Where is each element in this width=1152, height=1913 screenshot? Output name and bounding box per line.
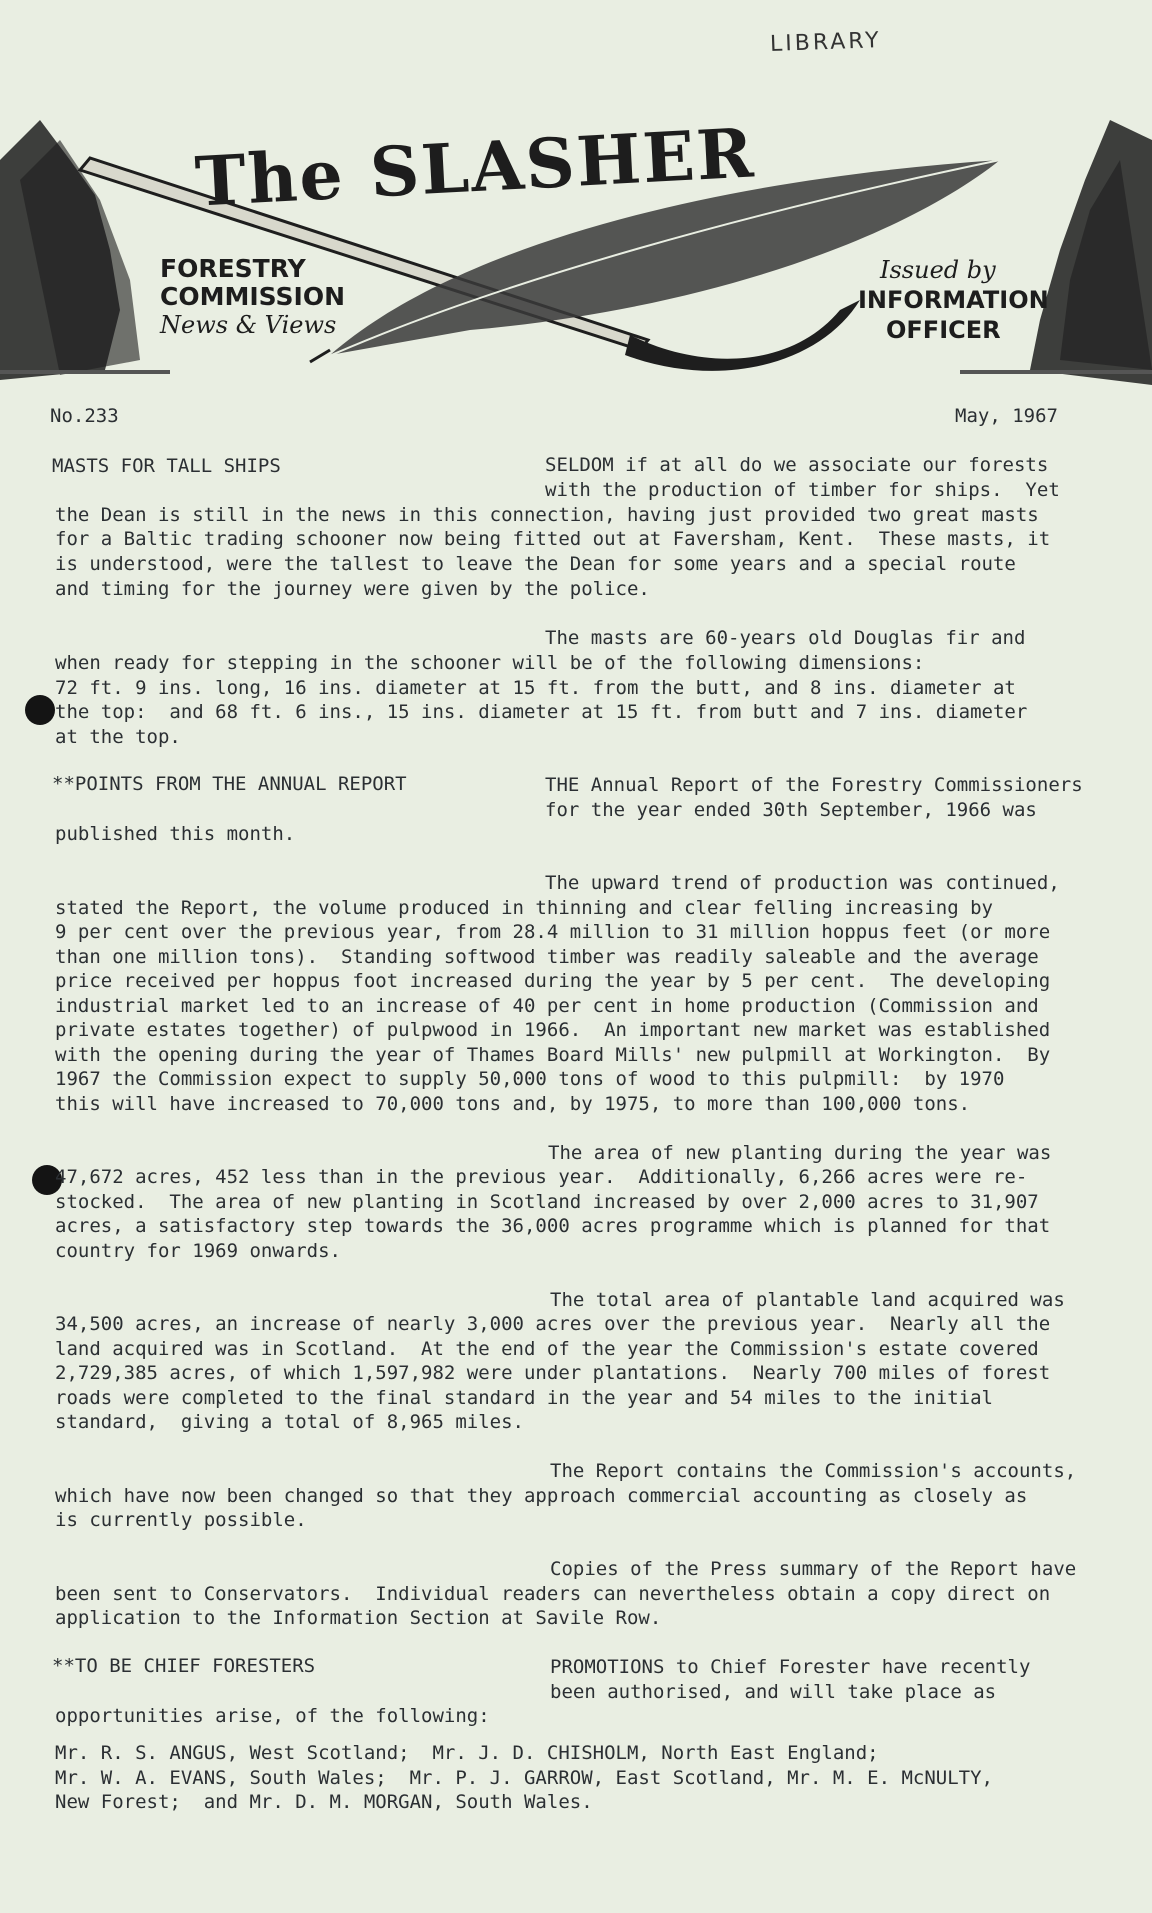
masts-line: 72 ft. 9 ins. long, 16 ins. diameter at 15 ft. from the butt, and 8 ins. diameter at [55, 677, 1016, 699]
section-heading-masts: MASTS FOR TALL SHIPS [52, 455, 281, 477]
report-line: roads were completed to the final standard in the year and 54 miles to the initial [55, 1387, 993, 1409]
masts-line: the top: and 68 ft. 6 ins., 15 ins. diameter at 15 ft. from butt and 7 ins. diameter [55, 701, 1028, 723]
report-line: application to the Information Section at Savile Row. [55, 1607, 662, 1629]
report-line: The area of new planting during the year was [548, 1142, 1052, 1164]
masts-line: the Dean is still in the news in this connection, having just provided two great masts [55, 504, 1039, 526]
library-stamp: LIBRARY [769, 28, 883, 57]
report-line: stocked. The area of new planting in Scotland increased by over 2,000 acres to 31,907 [55, 1191, 1039, 1213]
report-line: is currently possible. [55, 1509, 307, 1531]
report-line: 47,672 acres, 452 less than in the previous year. Additionally, 6,266 acres were re- [55, 1166, 1028, 1188]
report-line: this will have increased to 70,000 tons and, by 1975, to more than 100,000 tons. [55, 1093, 971, 1115]
masts-line: and timing for the journey were given by the police. [55, 578, 650, 600]
masts-line: is understood, were the tallest to leave the Dean for some years and a special route [55, 553, 1016, 575]
report-line: published this month. [55, 823, 296, 845]
report-line: land acquired was in Scotland. At the end of the year the Commission's estate covered [55, 1338, 1039, 1360]
publisher-line-1: FORESTRY [160, 254, 306, 283]
report-line: country for 1969 onwards. [55, 1240, 341, 1262]
chief-line: Mr. W. A. EVANS, South Wales; Mr. P. J. GARROW, East Scotland, Mr. M. E. McNULTY, [55, 1767, 993, 1789]
report-line: industrial market led to an increase of 40 per cent in home production (Commission and [55, 995, 1039, 1017]
chief-line: PROMOTIONS to Chief Forester have recently [550, 1656, 1031, 1678]
report-line: 1967 the Commission expect to supply 50,000 tons of wood to this pulpmill: by 1970 [55, 1068, 1005, 1090]
report-line: for the year ended 30th September, 1966 was [545, 799, 1037, 821]
report-line: standard, giving a total of 8,965 miles. [55, 1411, 524, 1433]
section-heading-chief-foresters: **TO BE CHIEF FORESTERS [52, 1655, 316, 1677]
report-line: than one million tons). Standing softwood timber was readily saleable and the average [55, 946, 1039, 968]
report-line: The Report contains the Commission's accounts, [550, 1460, 1077, 1482]
report-line: 9 per cent over the previous year, from 28.4 million to 31 million hoppus feet (or more [55, 921, 1051, 943]
masts-line: at the top. [55, 726, 181, 748]
issue-date: May, 1967 [955, 405, 1058, 427]
publisher-line-2: COMMISSION [160, 282, 346, 311]
chief-line: been authorised, and will take place as [550, 1681, 997, 1703]
report-line: Copies of the Press summary of the Report have [550, 1558, 1077, 1580]
masthead-title: The SLASHER [193, 113, 758, 223]
report-line: price received per hoppus foot increased during the year by 5 per cent. The developing [55, 970, 1051, 992]
chief-line: opportunities arise, of the following: [55, 1705, 490, 1727]
report-line: been sent to Conservators. Individual readers can nevertheless obtain a copy direct on [55, 1583, 1051, 1605]
masthead-issuer [858, 255, 1049, 345]
masts-line: The masts are 60-years old Douglas fir and [545, 627, 1026, 649]
report-line: which have now been changed so that they approach commercial accounting as closely as [55, 1485, 1028, 1507]
report-line: The upward trend of production was continued, [545, 872, 1060, 894]
masts-line: for a Baltic trading schooner now being fitted out at Faversham, Kent. These masts, it [55, 528, 1051, 550]
report-line: acres, a satisfactory step towards the 36,000 acres programme which is planned for that [55, 1215, 1051, 1237]
report-line: with the opening during the year of Thames Board Mills' new pulpmill at Workington. By [55, 1044, 1051, 1066]
report-line: THE Annual Report of the Forestry Commissioners [545, 774, 1083, 796]
punch-hole-mark [25, 695, 55, 725]
issue-number: No.233 [50, 405, 119, 427]
masts-line: SELDOM if at all do we associate our forests [545, 454, 1049, 476]
issuer-line-2: INFORMATION [858, 286, 1049, 314]
publisher-line-3: News & Views [160, 311, 337, 339]
section-heading-report: **POINTS FROM THE ANNUAL REPORT [52, 773, 407, 795]
masts-line: when ready for stepping in the schooner will be of the following dimensions: [55, 652, 925, 674]
right-trees-illustration [960, 120, 1152, 385]
chief-line: New Forest; and Mr. D. M. MORGAN, South Wales. [55, 1791, 593, 1813]
masts-line: with the production of timber for ships. Yet [545, 479, 1060, 501]
report-line: 34,500 acres, an increase of nearly 3,000 acres over the previous year. Nearly all the [55, 1313, 1051, 1335]
left-trees-illustration [0, 120, 170, 380]
chief-line: Mr. R. S. ANGUS, West Scotland; Mr. J. D. CHISHOLM, North East England; [55, 1742, 879, 1764]
issuer-line-1: Issued by [880, 256, 996, 284]
masthead-publisher [160, 255, 345, 339]
report-line: private estates together) of pulpwood in 1966. An important new market was established [55, 1019, 1051, 1041]
masthead [0, 100, 1152, 395]
report-line: The total area of plantable land acquired was [550, 1289, 1065, 1311]
report-line: 2,729,385 acres, of which 1,597,982 were under plantations. Nearly 700 miles of forest [55, 1362, 1051, 1384]
report-line: stated the Report, the volume produced in thinning and clear felling increasing by [55, 897, 993, 919]
issuer-line-3: OFFICER [886, 316, 1001, 344]
